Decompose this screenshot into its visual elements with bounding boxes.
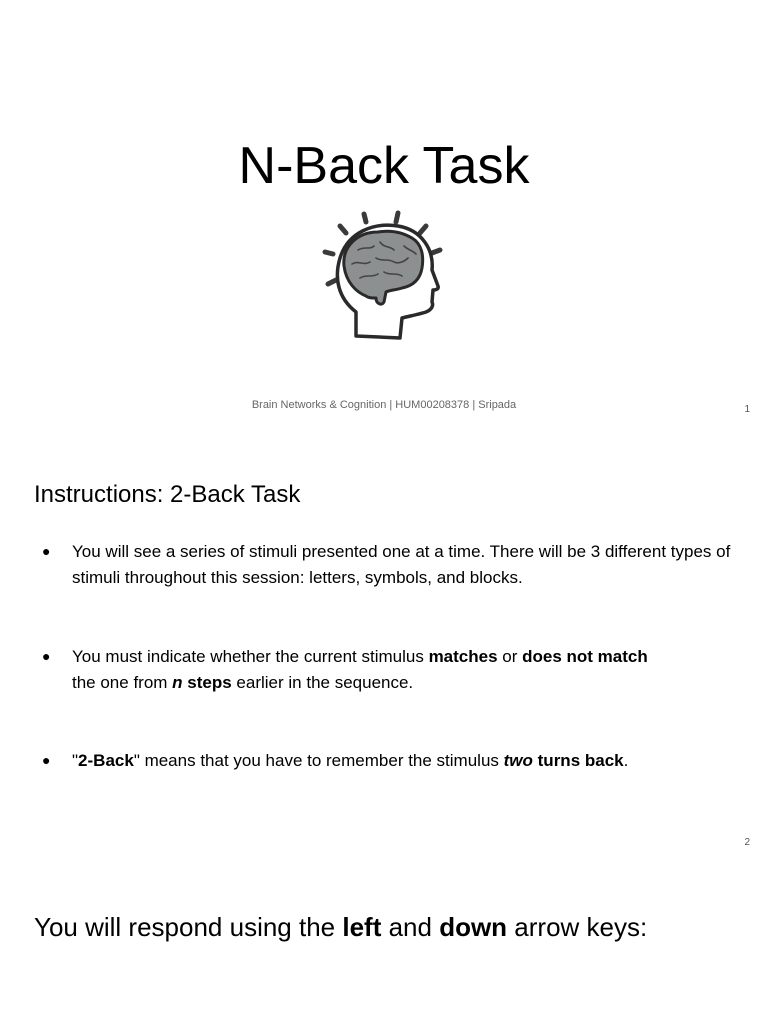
slide-2 xyxy=(0,430,768,860)
page-number: 2 xyxy=(744,837,750,848)
bullet-dot: ● xyxy=(42,648,51,664)
instructions-heading: Instructions: 2-Back Task xyxy=(34,481,301,508)
slide-1 xyxy=(0,0,768,430)
bullet-dot: ● xyxy=(42,752,51,768)
response-instructions: You will respond using the left and down arrow keys: xyxy=(34,912,648,942)
page-number: 1 xyxy=(744,404,750,415)
bullet-match: You must indicate whether the current stimulus matches or does not match the one from n steps earlier in the sequence. xyxy=(72,647,648,692)
bullet-2-back: "2-Back" means that you have to remember the stimulus two turns back. xyxy=(72,751,629,770)
bullet-dot: ● xyxy=(42,543,51,559)
head-with-brain-icon xyxy=(318,206,450,346)
bullet-stimuli: You will see a series of stimuli presented one at a time. There will be 3 different types of stimuli throughout this session: letters, symbols, and blocks. xyxy=(72,542,731,587)
slide-3 xyxy=(0,860,768,1024)
page-title: N-Back Task xyxy=(238,137,530,195)
slide-footer: Brain Networks & Cognition | HUM00208378 | Sripada xyxy=(251,399,517,411)
